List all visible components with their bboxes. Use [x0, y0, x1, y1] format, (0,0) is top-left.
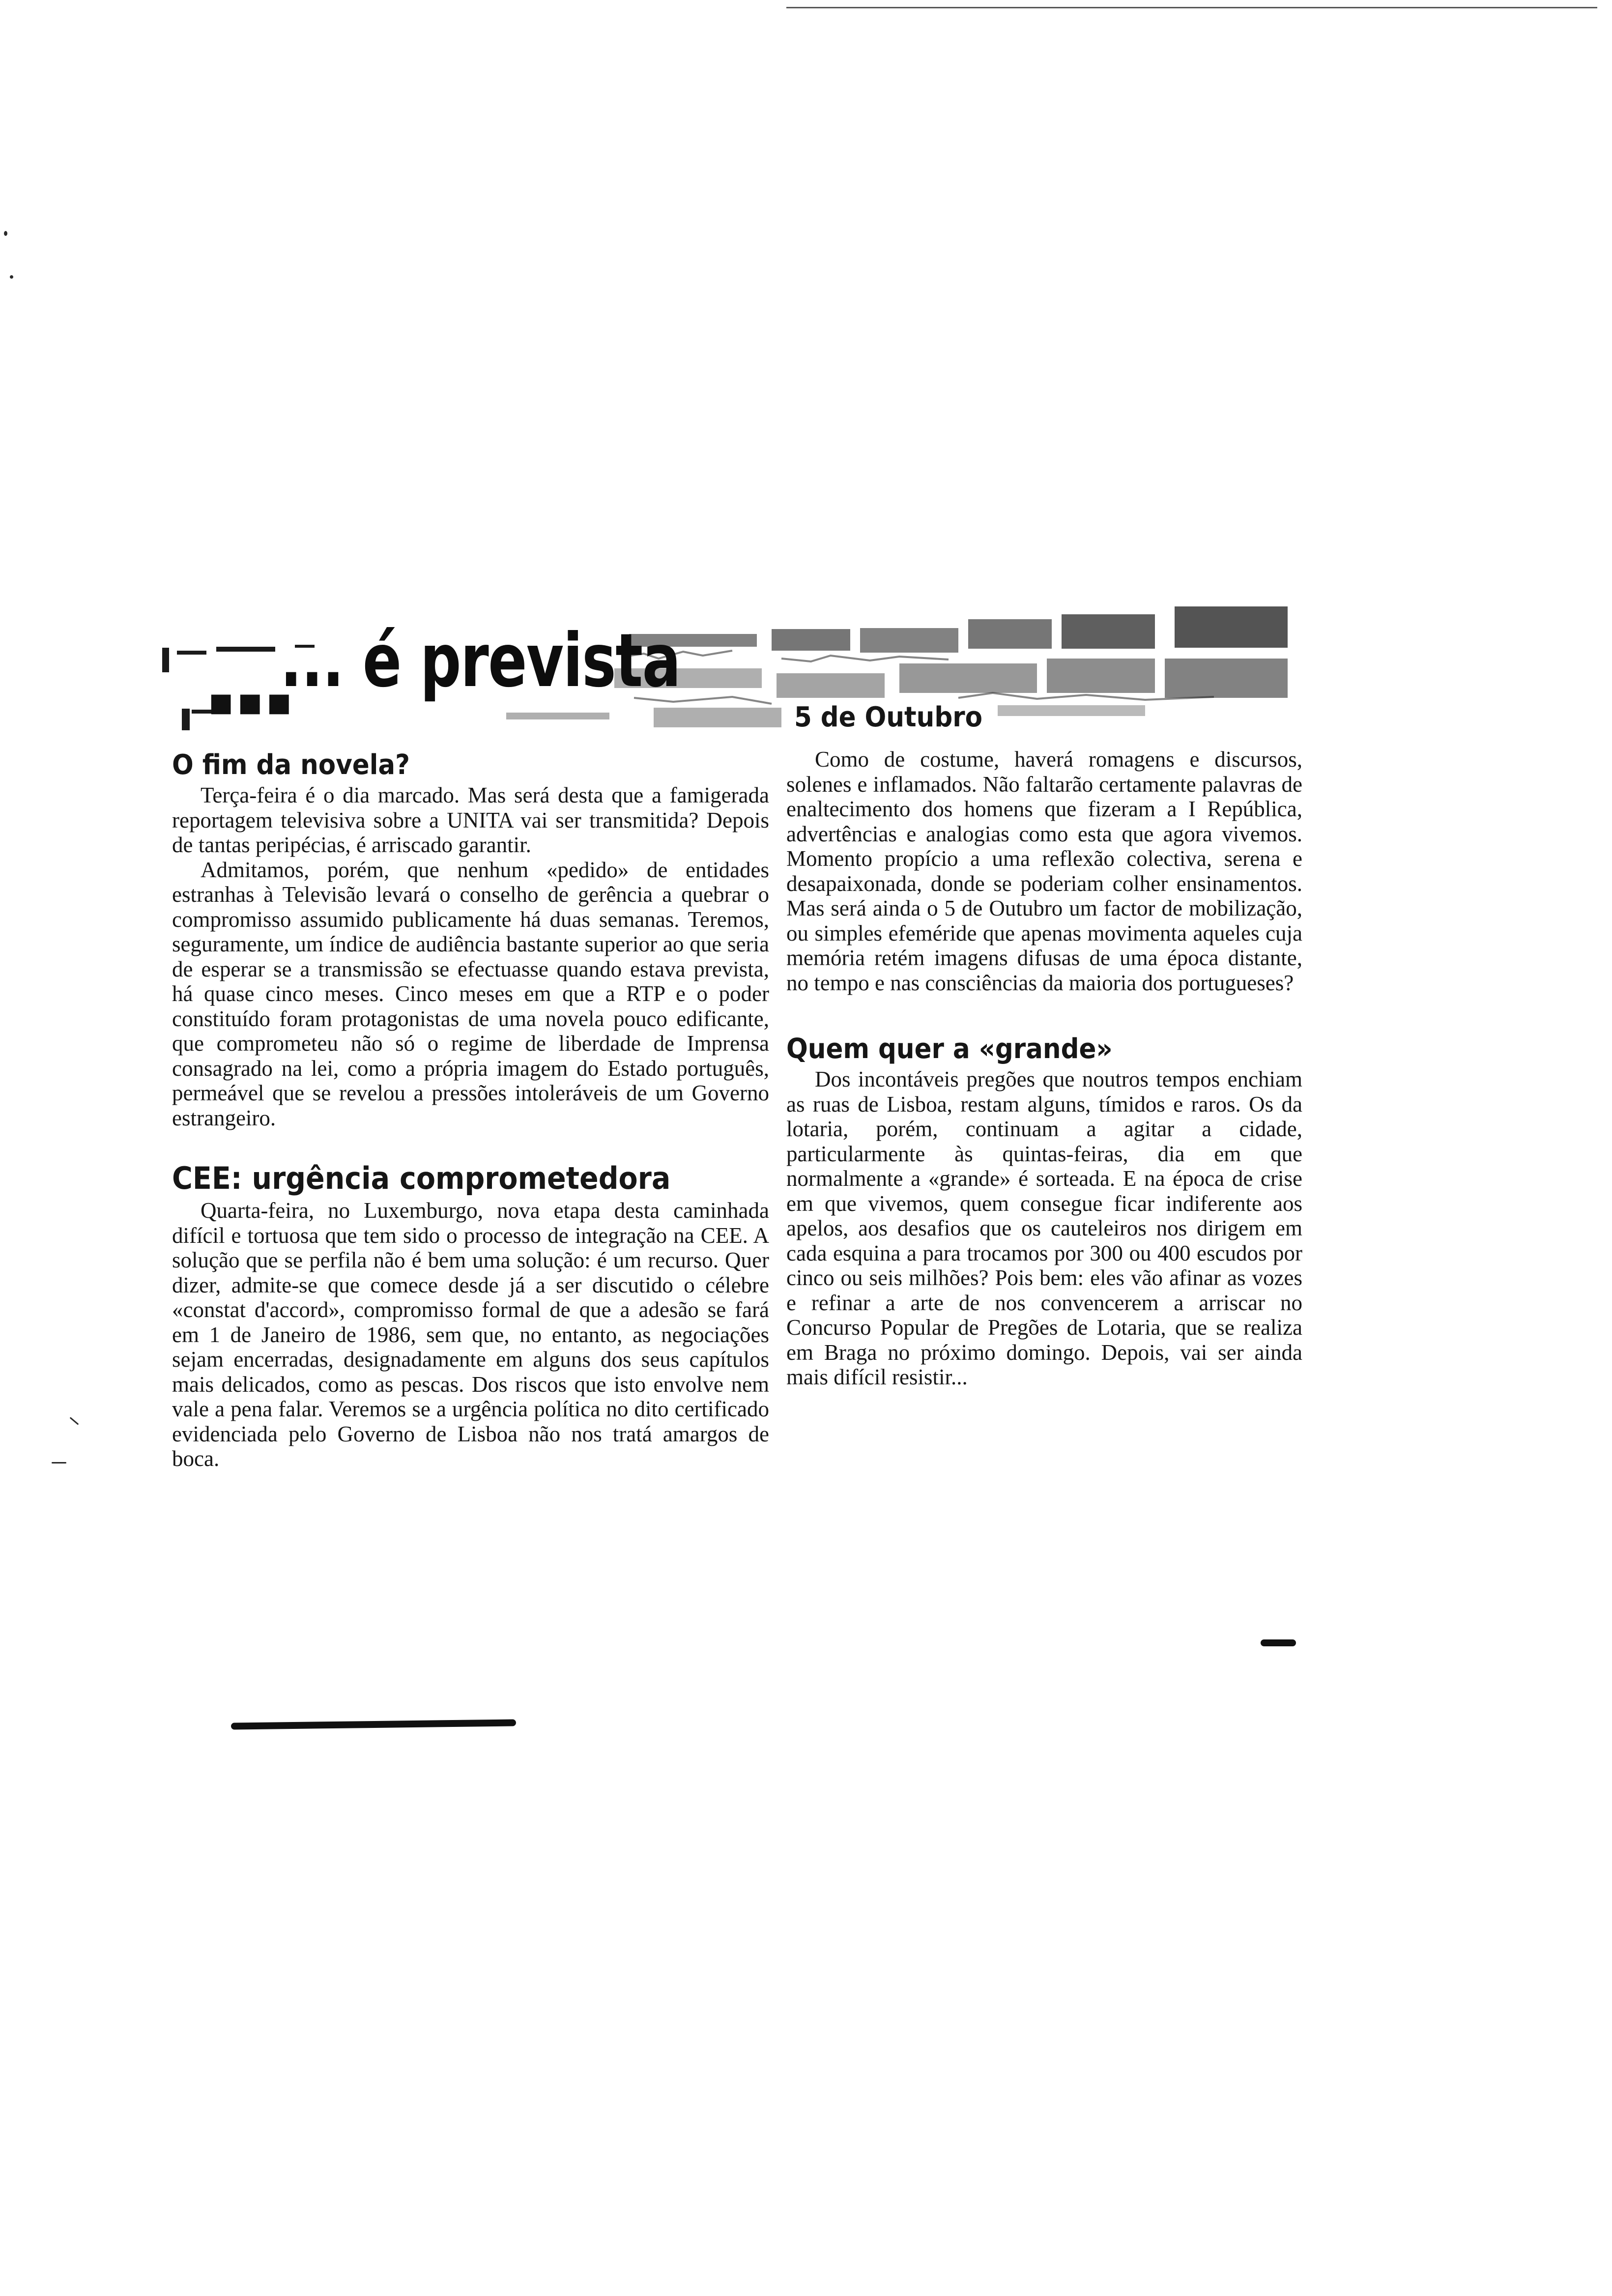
- scan-edge-line: [786, 7, 1597, 8]
- paragraph: Quarta-feira, no Luxemburgo, nova etapa desta caminhada difícil e tortuosa que tem sido o processo de integração na CEE. A solução que se perfila não é bem uma solução: é um recurso. Quer dizer, admite-se que comece desde já a ser discutido o célebre «constat d'accord», compromisso formal de que a adesão se fará em 1 de Janeiro de 1986, sem que, no entanto, as negociações sejam encerradas, designadamente em alguns dos seus capítulos mais delicados, como as pescas. Dos riscos que isto envolve nem vale a pena falar. Veremos se a urgência política no dito certificado evidenciada pelo Governo de Lisboa não nos tratá amargos de boca.: [172, 1198, 769, 1471]
- end-rule: [231, 1719, 516, 1729]
- paragraph: Dos incontáveis pregões que noutros tempos enchiam as ruas de Lisboa, restam alguns, tímidos e raros. Os da lotaria, porém, continuam a agitar a cidade, particularmente às quintas-feiras, dia em que normalmente a «grande» é sorteada. E na época de crise em que vivemos, quem consegue ficar indiferente aos apelos, aos desafios que os cauteleiros nos dirigem em cada esquina a para trocamos por 300 ou 400 escudos por cinco ou seis milhões? Pois bem: eles vão afinar as vozes e refinar a arte de nos convencerem a arriscar no Concurso Popular de Pregões de Lotaria, que se realiza em Braga no próximo domingo. Depois, vai ser ainda mais difícil resistir...: [786, 1067, 1302, 1389]
- masthead-title: ... é prevista: [280, 618, 681, 704]
- end-mark: [1261, 1639, 1296, 1646]
- left-column: [172, 749, 769, 1471]
- paragraph: Como de costume, haverá romagens e discursos, solenes e inflamados. Não faltarão certamente palavras de enaltecimento dos homens que fizeram a I República, advertências e analogias como esta que agora vivemos. Momento propício a uma reflexão colectiva, serena e desapaixonada, donde se poderiam colher ensinamentos. Mas será ainda o 5 de Outubro um factor de mobilização, ou simples efeméride que apenas movimenta aqueles cuja memória retém imagens difusas de uma época distante, no tempo e nas consciências da maioria dos portugueses?: [786, 747, 1302, 995]
- heading-fim-da-novela: O fim da novela?: [172, 749, 410, 781]
- masthead: [162, 600, 1302, 747]
- newspaper-clipping: [162, 600, 1302, 1740]
- paragraph: Admitamos, porém, que nenhum «pedido» de entidades estranhas à Televisão levará o conselho de gerência a quebrar o compromisso assumido publicamente há duas semanas. Teremos, seguramente, um índice de audiência bastante superior ao que seria de esperar se a transmissão se efectuasse quando estava prevista, há quase cinco meses. Cinco meses em que a RTP e o poder constituído foram protagonistas de uma novela pouco edificante, que comprometeu não só o regime de liberdade de Imprensa consagrado na lei, como a própria imagem do Estado português, permeável que se revelou a pressões intoleráveis de um Governo estrangeiro.: [172, 857, 769, 1130]
- heading-quem-quer-a-grande: Quem quer a «grande»: [786, 1033, 1113, 1065]
- scan-speck: [4, 231, 7, 236]
- scan-speck: [70, 1417, 79, 1425]
- right-column: [786, 701, 1302, 1390]
- section-gap: [786, 995, 1302, 1033]
- heading-cee-urgencia: CEE: urgência comprometedora: [172, 1160, 671, 1196]
- masthead-bullets: ■■■: [209, 688, 296, 718]
- heading-5-de-outubro: 5 de Outubro: [794, 701, 983, 733]
- section-gap: [172, 1130, 769, 1161]
- scan-speck: [10, 275, 13, 279]
- paragraph: Terça-feira é o dia marcado. Mas será desta que a famigerada reportagem televisiva sobre a UNITA vai ser transmitida? Depois de tantas peripécias, é arriscado garantir.: [172, 783, 769, 857]
- scan-speck: [52, 1462, 66, 1464]
